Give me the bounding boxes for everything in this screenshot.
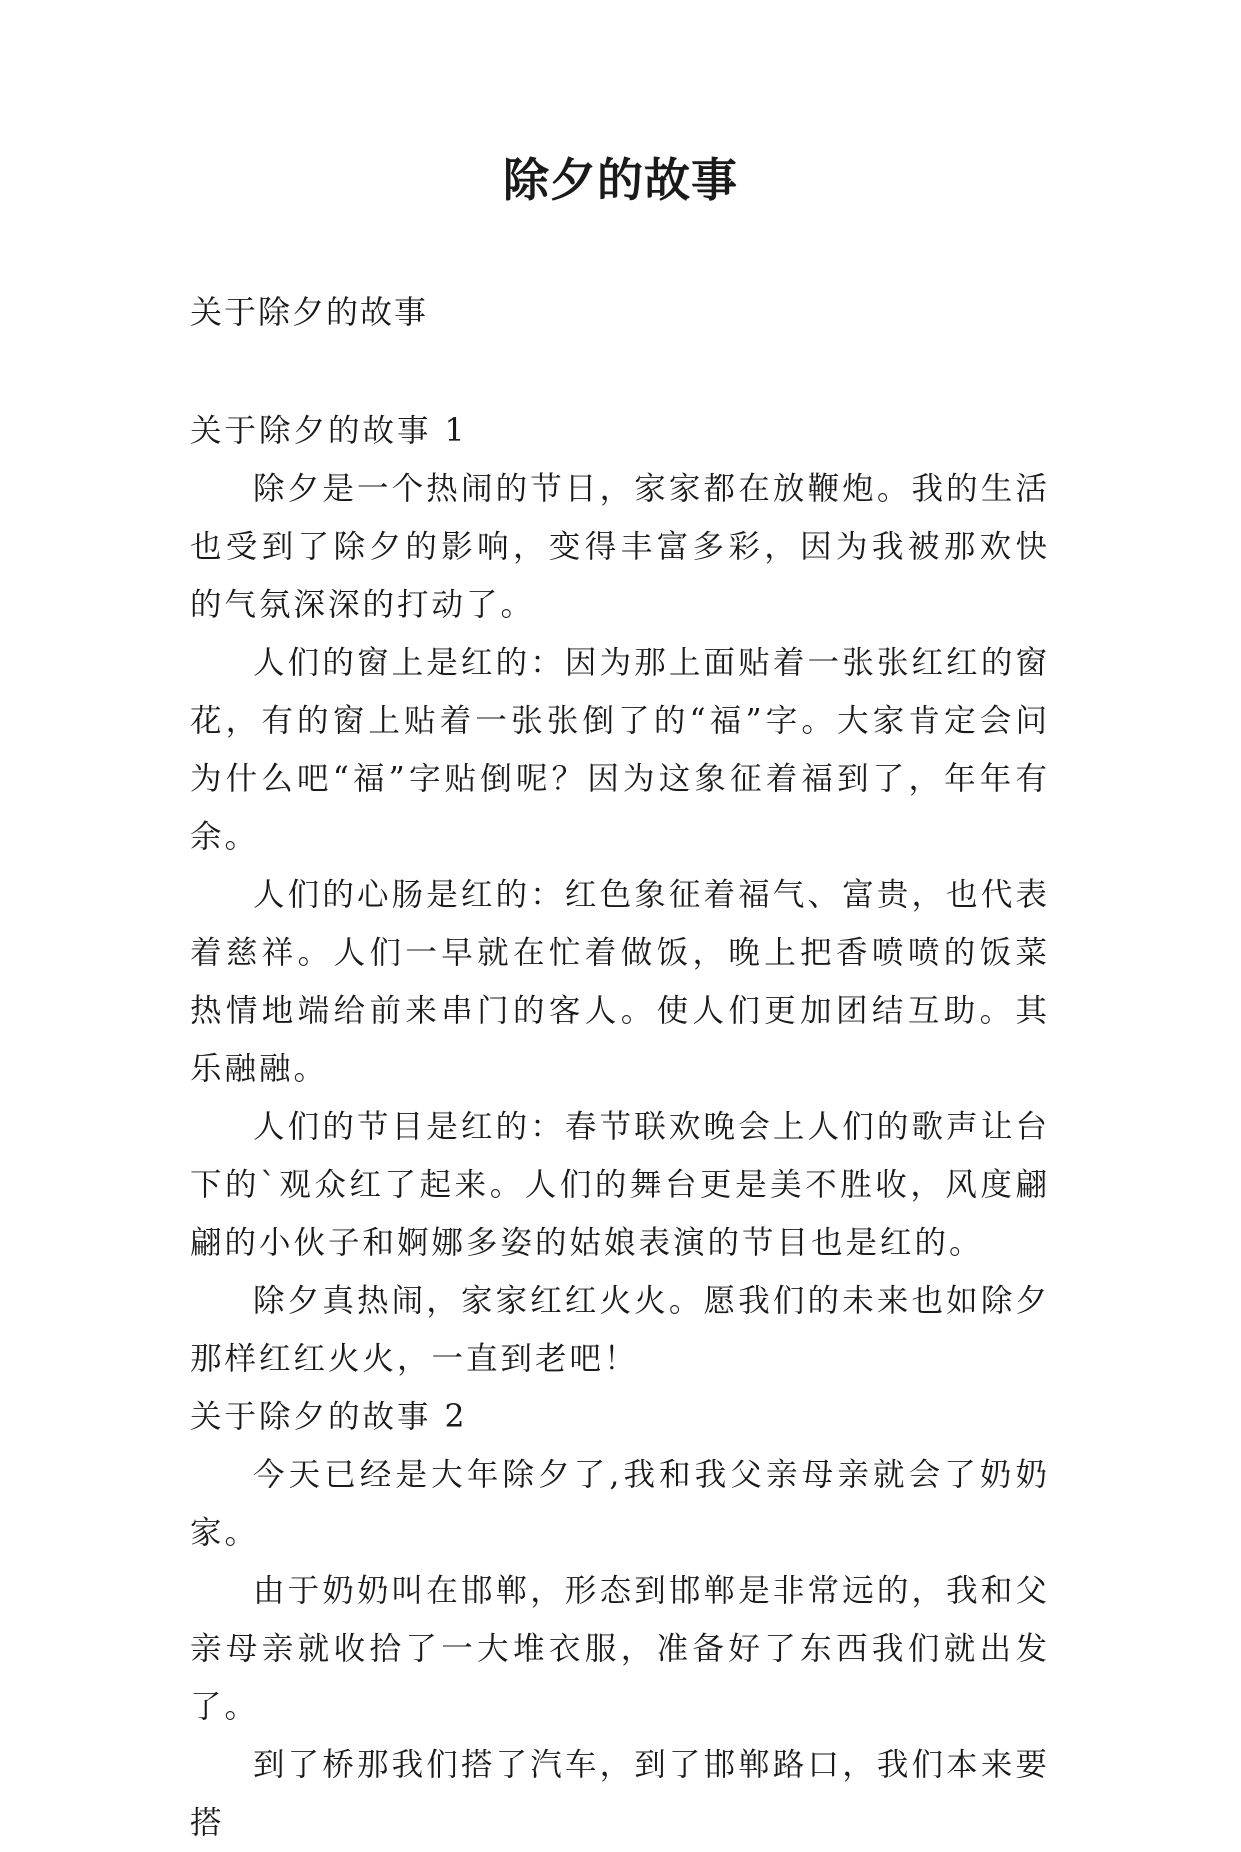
story-section-2: [190, 1388, 1050, 1852]
paragraph: 人们的节目是红的：春节联欢晚会上人们的歌声让台下的`观众红了起来。人们的舞台更是美不胜收，风度翩翩的小伙子和婀娜多姿的姑娘表演的节目也是红的。: [190, 1109, 1050, 1261]
paragraph: 到了桥那我们搭了汽车，到了邯郸路口，我们本来要搭: [190, 1747, 1050, 1841]
paragraph: 今天已经是大年除夕了,我和我父亲母亲就会了奶奶家。: [190, 1457, 1050, 1551]
story-section-1: [190, 402, 1050, 1388]
paragraph: 除夕真热闹，家家红红火火。愿我们的未来也如除夕那样红红火火，一直到老吧！: [190, 1283, 1050, 1377]
document-subtitle: 关于除夕的故事: [190, 293, 429, 331]
paragraph: 由于奶奶叫在邯郸，形态到邯郸是非常远的，我和父亲母亲就收拾了一大堆衣服，准备好了东西我们就出发了。: [190, 1573, 1050, 1725]
document-title: 除夕的故事: [503, 153, 738, 207]
paragraph: 人们的窗上是红的：因为那上面贴着一张张红红的窗花，有的窗上贴着一张张倒了的“福”字。大家肯定会问为什么吧“福”字贴倒呢？因为这象征着福到了，年年有余。: [190, 645, 1050, 855]
document-body: [190, 402, 1050, 1852]
paragraph: 人们的心肠是红的：红色象征着福气、富贵，也代表着慈祥。人们一早就在忙着做饭，晚上把香喷喷的饭菜热情地端给前来串门的客人。使人们更加团结互助。其乐融融。: [190, 877, 1050, 1087]
paragraph: 除夕是一个热闹的节日，家家都在放鞭炮。我的生活也受到了除夕的影响，变得丰富多彩，因为我被那欢快的气氛深深的打动了。: [190, 471, 1050, 623]
section-heading: 关于除夕的故事 2: [190, 1399, 468, 1435]
section-heading: 关于除夕的故事 1: [190, 413, 468, 449]
